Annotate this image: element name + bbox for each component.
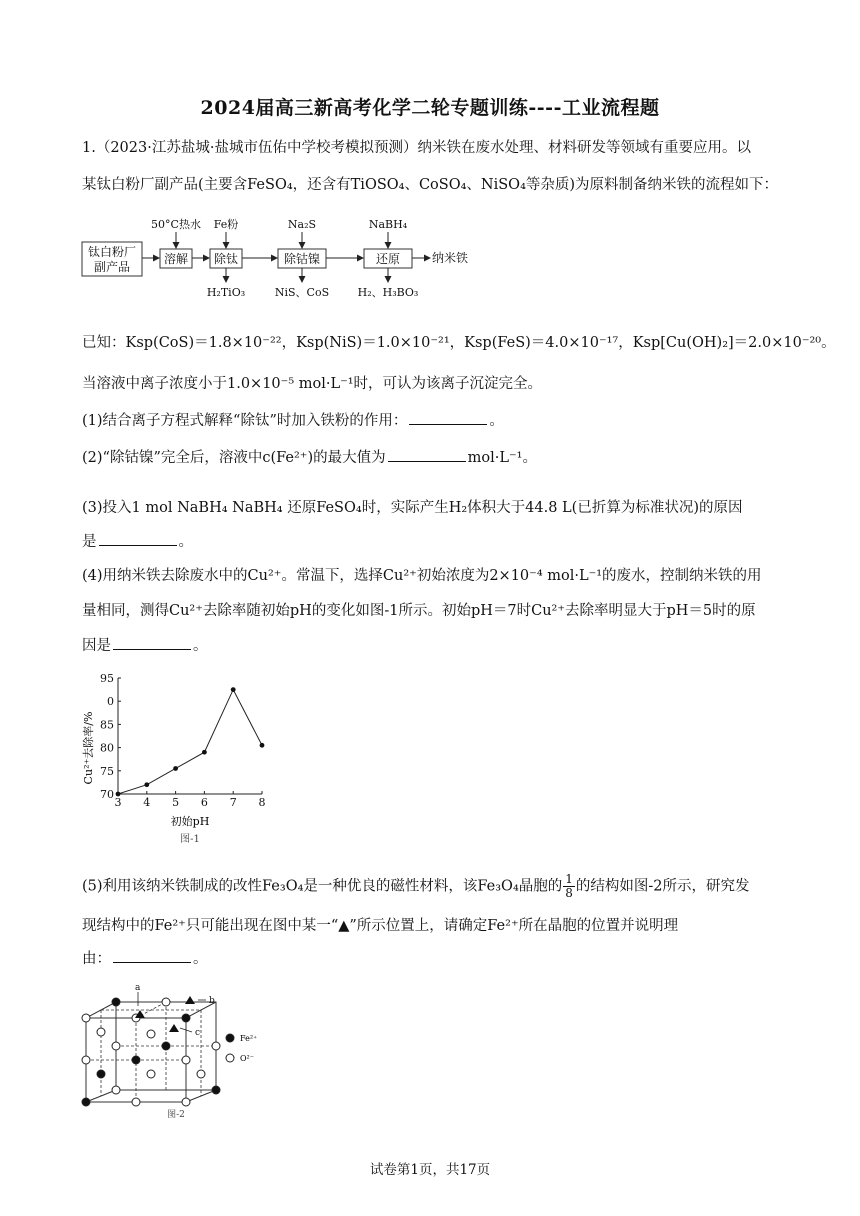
q1-part3-line2: 是 。 bbox=[82, 534, 193, 550]
triangle-site-c bbox=[169, 1024, 179, 1032]
fraction-one-eighth bbox=[563, 873, 575, 900]
crystal-label-a: a bbox=[135, 983, 141, 993]
q1-part3-line1: (3)投入1 mol NaBH₄ NaBH₄ 还原FeSO₄时，实际产生H₂体积大于44.8 L(已折算为标准状况)的原因 bbox=[82, 500, 743, 516]
q1-part1-text: (1)结合离子方程式解释“除钛”时加入铁粉的作用： bbox=[82, 413, 408, 429]
page-footer: 试卷第1页，共17页 bbox=[369, 1162, 491, 1178]
flow-byproduct-1: H₂TiO₃ bbox=[206, 286, 246, 299]
q1-part5-line2: 现结构中的Fe²⁺只可能出现在图中某一“▲”所示位置上，请确定Fe²⁺所在晶胞的位置并说明理 bbox=[82, 918, 679, 934]
q1-part2 bbox=[82, 446, 537, 467]
flow-reagent-1: 50°C热水 bbox=[151, 218, 201, 231]
q1-part5-text-a: (5)利用该纳米铁制成的改性Fe₃O₄是一种优良的磁性材料，该Fe₃O₄晶胞的 bbox=[82, 878, 563, 895]
q1-part4-line1: (4)用纳米铁去除废水中的Cu²⁺。常温下，选择Cu²⁺初始浓度为2×10⁻⁴ mol·L⁻¹的废水，控制纳米铁的用 bbox=[82, 568, 762, 584]
flow-reagent-2: Fe粉 bbox=[213, 218, 239, 231]
chart-x-tick-label: 5 bbox=[172, 796, 180, 809]
fraction-numerator: 1 bbox=[565, 872, 573, 886]
flow-source-1: 钛白粉厂 bbox=[87, 245, 137, 259]
page-title: 2024届高三新高考化学二轮专题训练----工业流程题 bbox=[200, 97, 660, 119]
q1-part2-unit: mol·L⁻¹。 bbox=[467, 450, 537, 466]
chart-series-line bbox=[118, 690, 262, 794]
fraction-denominator: 8 bbox=[565, 886, 573, 900]
crystal-label-c: c bbox=[195, 1028, 201, 1038]
chart-data-point bbox=[144, 782, 149, 787]
chart-data-point bbox=[173, 766, 178, 771]
q1-part4-line2: 量相同，测得Cu²⁺去除率随初始pH的变化如图-1所示。初始pH＝7时Cu²⁺去除率明显大于pH＝5时的原 bbox=[82, 603, 756, 619]
q1-intro-line1: 1.（2023·江苏盐城·盐城市伍佑中学校考模拟预测）纳米铁在废水处理、材料研发等领域有重要应用。以 bbox=[82, 140, 751, 156]
q1-part5-text-b: 的结构如图-2所示，研究发 bbox=[575, 878, 750, 895]
flow-byproduct-3: H₂、H₃BO₃ bbox=[357, 286, 419, 299]
flow-step-dissolve: 溶解 bbox=[163, 252, 189, 266]
flow-reagent-4: NaBH₄ bbox=[368, 218, 408, 231]
chart-y-tick-label: 85 bbox=[100, 718, 114, 732]
complete-precip-line: 当溶液中离子浓度小于1.0×10⁻⁵ mol·L⁻¹时，可认为该离子沉淀完全。 bbox=[82, 376, 543, 392]
chart-x-tick-label: 3 bbox=[114, 796, 122, 809]
q1-part3-text: 是 bbox=[82, 534, 97, 550]
chart-data-point bbox=[202, 750, 207, 755]
flow-byproduct-2: NiS、CoS bbox=[274, 286, 330, 299]
flow-source-2: 副产品 bbox=[93, 260, 131, 274]
chart-x-tick-label: 7 bbox=[229, 796, 237, 809]
flow-step-remove-ti: 除钛 bbox=[213, 252, 239, 266]
q1-part4-line3: 因是 。 bbox=[82, 638, 208, 654]
flow-step-reduce: 还原 bbox=[375, 252, 401, 266]
answer-blank-5[interactable] bbox=[113, 950, 191, 963]
answer-blank-3[interactable] bbox=[99, 533, 177, 546]
answer-blank-1[interactable] bbox=[409, 412, 487, 425]
legend-o-label: O²⁻ bbox=[240, 1054, 254, 1063]
known-ksp-line: 已知：Ksp(CoS)＝1.8×10⁻²²，Ksp(NiS)＝1.0×10⁻²¹，Ksp(FeS)＝4.0×10⁻¹⁷，Ksp[Cu(OH)₂]＝2.0×10⁻²⁰。 bbox=[82, 335, 836, 351]
q1-intro-line2: 某钛白粉厂副产品(主要含FeSO₄，还含有TiOSO₄、CoSO₄、NiSO₄等杂质)为原料制备纳米铁的流程如下： bbox=[82, 177, 779, 193]
q1-part4-text: 因是 bbox=[82, 638, 111, 654]
q1-part5-text-d: 由： bbox=[82, 951, 111, 967]
chart-data-point bbox=[260, 743, 265, 748]
q1-part1: (1)结合离子方程式解释“除钛”时加入铁粉的作用： 。 bbox=[82, 413, 504, 429]
crystal-caption: 图-2 bbox=[167, 1110, 185, 1120]
q1-part5-line1 bbox=[82, 873, 750, 900]
chart-y-tick-label: 0 bbox=[107, 695, 114, 709]
crystal-structure-diagram bbox=[78, 982, 288, 1122]
chart-y-tick-label: 70 bbox=[100, 788, 114, 801]
triangle-site-b bbox=[185, 996, 195, 1004]
q1-part5-line3: 由： 。 bbox=[82, 951, 208, 967]
legend-fe-label: Fe²⁺ bbox=[240, 1034, 258, 1043]
process-flow-diagram bbox=[80, 212, 500, 304]
legend-fe-marker bbox=[226, 1034, 234, 1042]
answer-blank-4[interactable] bbox=[113, 637, 191, 650]
legend-o-marker bbox=[226, 1054, 234, 1062]
chart-y-tick-label: 75 bbox=[100, 764, 114, 778]
flow-step-remove-coni: 除钴镍 bbox=[283, 252, 321, 266]
flow-product: 纳米铁 bbox=[432, 251, 469, 265]
crystal-label-b: b bbox=[209, 996, 215, 1006]
q1-part2-text: (2)“除钴镍”完全后，溶液中c(Fe²⁺)的最大值为 bbox=[82, 450, 386, 466]
chart-y-tick-label: 95 bbox=[100, 672, 114, 685]
answer-blank-2[interactable] bbox=[388, 449, 466, 462]
flow-reagent-3: Na₂S bbox=[287, 218, 317, 231]
chart-x-tick-label: 4 bbox=[143, 796, 151, 809]
chart-data-point bbox=[231, 687, 236, 692]
chart-xlabel: 初始pH bbox=[170, 815, 210, 828]
chart-caption: 图-1 bbox=[180, 834, 200, 845]
chart-y-tick-label: 80 bbox=[100, 741, 114, 755]
chart-ylabel: Cu²⁺去除率/% bbox=[82, 711, 95, 785]
chart-x-tick-label: 8 bbox=[258, 796, 266, 809]
chart-x-tick-label: 6 bbox=[200, 796, 208, 809]
cu-removal-chart bbox=[80, 670, 280, 850]
